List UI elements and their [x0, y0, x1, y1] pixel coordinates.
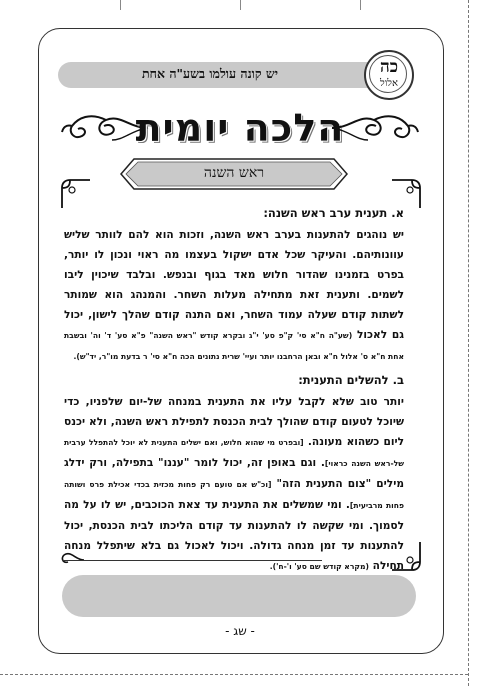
paragraph-text: [64, 392, 404, 577]
paragraph-text-continued: . וגם באופן זה, יכול לומר "עננו" בתפילה, ורק ידלג מילים "צום התענית הזה": [64, 457, 404, 490]
date-badge: [364, 50, 414, 100]
paragraph-text-main: יותר טוב שלא לקבל עליו את התענית במנחה של-יום שלפניו, כדי שיוכל לטעום קודם שהולך לבית הכנסת לתפילת ראש השנה, ולא יכנס ליום כשהוא מעונה.: [64, 396, 404, 448]
section-heading: [120, 158, 348, 190]
paragraph-heading: ב. להשלים התענית:: [298, 373, 404, 387]
article-body: [64, 206, 404, 577]
paragraph-heading: א. תענית ערב ראש השנה:: [263, 206, 404, 220]
binding-tick: [120, 0, 121, 10]
right-flourish-ornament: [330, 110, 420, 146]
binding-tick: [360, 0, 361, 10]
paragraph-text-continued: . ומי שמשלים את התענית עד צאת הכוכבים, יש לו על מה לסמוך. ומי שקשה לו להתענות עד קודם הליכתו לבית הכנסת, יכול להתענות עד זמן מנחה גדולה. ויכול לאכול גם בלא שיתפלל מנחה תחילה: [64, 499, 404, 572]
end-swirl-ornament: [56, 548, 86, 568]
page-title: הלכה יומית: [135, 106, 345, 150]
source-citation: (שע"ה ח"א סי' ק"פ סע' י"ג ובקרא קודש "ראש השנה" פ"א סע' ד' וה' ובשבת אחת ח"א ס' אלול ח"א ובאן הרחבנו יותר ועיי' שרית נתונים הכה ח"א סי' ר בדעת מו"ר, יד"ש).: [64, 331, 404, 361]
running-title-bar: [58, 62, 378, 88]
paragraph-text-main: יש נוהגים להתענות בערב ראש השנה, וזכות הוא להם לוותר שליש עוונותיהם. והעיקר שכל אדם ישקול בעצמו מה ראוי ונכון לו יותר, בפרט בזמנינו שהדור חלוש מאד בגוף ובנפש. ובלבד שיכוין ליבו לשמים. ותענית זאת מתחילה מעלות השחר. והמנהג הוא שמותר לשתות קודם שעלה עמוד השחר, ואם התנה קודם שהלך לישון, יכול גם לאכול: [64, 229, 404, 341]
inline-note: [וכ"ש אם טועם רק פחות מכזית בכדי אכילת פרס ושותה פחות מרביעית]: [64, 480, 404, 510]
end-rule: [62, 560, 322, 561]
badge-day: כה: [379, 57, 399, 77]
inline-note: [ובפרט מי שהוא חלוש, ואם ישלים התענית לא יוכל להתפלל ערבית של-ראש השנה כראוי]: [64, 438, 404, 468]
binding-dash-bottom: [0, 674, 468, 675]
section-title: ראש השנה: [203, 165, 265, 181]
paragraph-text: [64, 225, 404, 367]
badge-month: אלול: [380, 78, 398, 89]
source-citation: (מקרא קודש שם סע' ו'-ח').: [269, 562, 369, 571]
binding-dash-right: [468, 0, 469, 686]
page-number: - שג -: [225, 624, 255, 638]
binding-tick: [240, 0, 241, 10]
running-title: יש קונה עולמו בשע"ה אחת: [141, 66, 279, 81]
footer-box: [62, 575, 416, 617]
corner-ornament-icon: [58, 176, 92, 210]
corner-ornament-icon: [390, 176, 424, 210]
